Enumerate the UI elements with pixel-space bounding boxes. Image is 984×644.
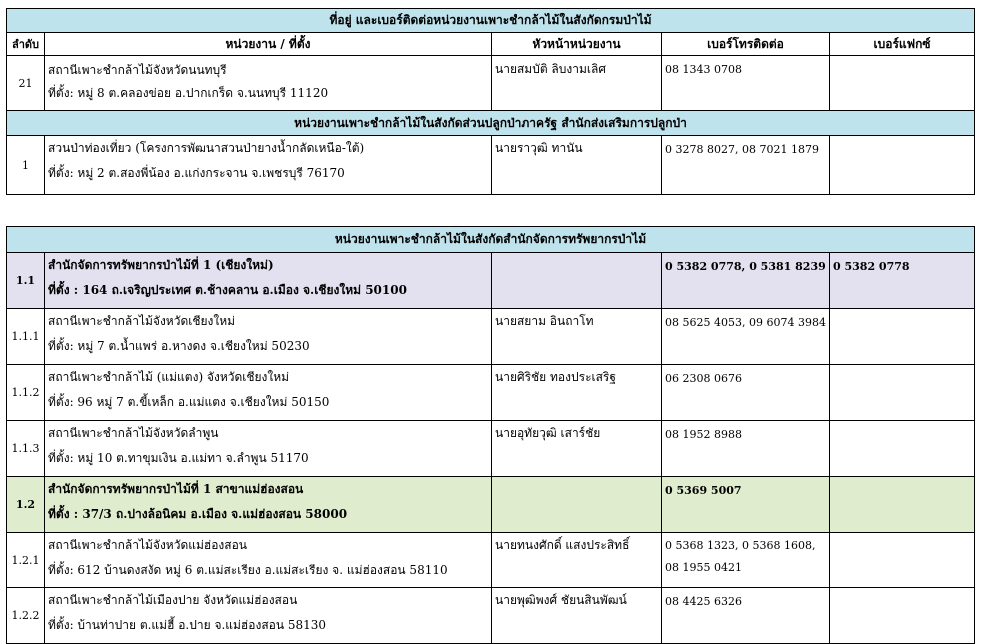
fax-number (830, 56, 975, 111)
table-row (7, 533, 975, 588)
fax-number (830, 421, 975, 477)
unit-name: สถานีเพาะชำกล้าไม้เมืองปาย จังหวัดแม่ฮ่องสอน (48, 593, 298, 607)
unit-cell (45, 56, 492, 111)
unit-name: สวนป่าท่องเที่ยว (โครงการพัฒนาสวนป่ายางน้ำกลัดเหนือ-ใต้) (48, 141, 365, 155)
unit-name: สถานีเพาะชำกล้าไม้จังหวัดลำพูน (48, 426, 219, 440)
fax-number (830, 365, 975, 421)
table-title: หน่วยงานเพาะชำกล้าไม้ในสังกัดสำนักจัดการทรัพยากรป่าไม้ (7, 227, 975, 253)
table-row (7, 477, 975, 533)
row-number: 1.1.3 (7, 421, 45, 477)
head-name: นายพุฒิพงศ์ ชัยนสินพัฒน์ (492, 588, 662, 644)
row-number: 1.1.2 (7, 365, 45, 421)
unit-address: ที่ตั้ง: หมู่ 10 ต.ทาขุมเงิน อ.แม่ทา จ.ลำพูน 51170 (48, 451, 309, 465)
fax-number (830, 309, 975, 365)
col-header-unit: หน่วยงาน / ที่ตั้ง (45, 33, 492, 56)
unit-cell (45, 365, 492, 421)
col-header-phone: เบอร์โทรติดต่อ (662, 33, 830, 56)
unit-address: ที่ตั้ง : 164 ถ.เจริญประเทศ ต.ช้างคลาน อ.เมือง จ.เชียงใหม่ 50100 (48, 283, 407, 297)
table-title: ที่อยู่ และเบอร์ติดต่อหน่วยงานเพาะชำกล้าไม้ในสังกัดกรมป่าไม้ (7, 9, 975, 33)
row-number: 1.2.1 (7, 533, 45, 588)
col-header-fax: เบอร์แฟกซ์ (830, 33, 975, 56)
row-number: 1.1 (7, 253, 45, 309)
phone-number: 0 3278 8027, 08 7021 1879 (662, 136, 830, 195)
head-name (492, 477, 662, 533)
unit-name: สถานีเพาะชำกล้าไม้จังหวัดแม่ฮ่องสอน (48, 538, 248, 552)
head-name: นายทนงศักดิ์ แสงประสิทธิ์ (492, 533, 662, 588)
unit-address: ที่ตั้ง: 612 บ้านดงสงัด หมู่ 6 ต.แม่สะเรียง อ.แม่สะเรียง จ. แม่ฮ่องสอน 58110 (48, 563, 448, 577)
table-row (7, 56, 975, 111)
row-number: 1 (7, 136, 45, 195)
col-header-no: ลำดับ (7, 33, 45, 56)
nursery-table-2 (6, 226, 975, 644)
phone-number: 08 1343 0708 (662, 56, 830, 111)
fax-number (830, 533, 975, 588)
col-header-head: หัวหน้าหน่วยงาน (492, 33, 662, 56)
row-number: 21 (7, 56, 45, 111)
table-row (7, 253, 975, 309)
unit-cell (45, 477, 492, 533)
nursery-table-1 (6, 8, 975, 195)
unit-cell (45, 421, 492, 477)
head-name: นายราวุฒิ ทานัน (492, 136, 662, 195)
unit-cell (45, 533, 492, 588)
head-name: นายสยาม อินถาโท (492, 309, 662, 365)
phone-number: 08 4425 6326 (662, 588, 830, 644)
table-row (7, 309, 975, 365)
phone-number: 0 5382 0778, 0 5381 8239 (662, 253, 830, 309)
head-name: นายศิริชัย ทองประเสริฐ (492, 365, 662, 421)
unit-address: ที่ตั้ง: หมู่ 7 ต.น้ำแพร่ อ.หางดง จ.เชียงใหม่ 50230 (48, 339, 310, 353)
table-row (7, 588, 975, 644)
row-number: 1.2.2 (7, 588, 45, 644)
row-number: 1.1.1 (7, 309, 45, 365)
fax-number (830, 588, 975, 644)
table-row (7, 421, 975, 477)
unit-address: ที่ตั้ง: บ้านท่าปาย ต.แม่ฮี้ อ.ปาย จ.แม่ฮ่องสอน 58130 (48, 618, 327, 632)
unit-cell (45, 588, 492, 644)
unit-address: ที่ตั้ง: หมู่ 8 ต.คลองข่อย อ.ปากเกร็ด จ.นนทบุรี 11120 (48, 86, 329, 100)
unit-name: สำนักจัดการทรัพยากรป่าไม้ที่ 1 (เชียงใหม่) (48, 258, 274, 272)
fax-number (830, 136, 975, 195)
unit-address: ที่ตั้ง : 37/3 ถ.ปางล้อนิคม อ.เมือง จ.แม่ฮ่องสอน 58000 (48, 507, 348, 521)
table-row (7, 365, 975, 421)
phone-number: 08 1952 8988 (662, 421, 830, 477)
unit-name: สถานีเพาะชำกล้าไม้ (แม่แตง) จังหวัดเชียงใหม่ (48, 370, 290, 384)
unit-address: ที่ตั้ง: หมู่ 2 ต.สองพี่น้อง อ.แก่งกระจาน จ.เพชรบุรี 76170 (48, 166, 345, 180)
unit-cell (45, 136, 492, 195)
unit-name: สถานีเพาะชำกล้าไม้จังหวัดเชียงใหม่ (48, 314, 236, 328)
unit-name: สถานีเพาะชำกล้าไม้จังหวัดนนทบุรี (48, 63, 227, 77)
fax-number: 0 5382 0778 (830, 253, 975, 309)
table-row (7, 136, 975, 195)
section-title: หน่วยงานเพาะชำกล้าไม้ในสังกัดส่วนปลูกป่าภาครัฐ สำนักส่งเสริมการปลูกป่า (7, 111, 975, 136)
phone-number: 06 2308 0676 (662, 365, 830, 421)
phone-number: 0 5368 1323, 0 5368 1608, 08 1955 0421 (662, 533, 830, 588)
unit-cell (45, 309, 492, 365)
unit-name: สำนักจัดการทรัพยากรป่าไม้ที่ 1 สาขาแม่ฮ่องสอน (48, 482, 304, 496)
unit-cell (45, 253, 492, 309)
row-number: 1.2 (7, 477, 45, 533)
head-name: นายอุทัยวุฒิ เสาร์ชัย (492, 421, 662, 477)
head-name: นายสมบัติ ลิบงามเลิศ (492, 56, 662, 111)
phone-number: 08 5625 4053, 09 6074 3984 (662, 309, 830, 365)
fax-number (830, 477, 975, 533)
unit-address: ที่ตั้ง: 96 หมู่ 7 ต.ขี้เหล็ก อ.แม่แตง จ.เชียงใหม่ 50150 (48, 395, 330, 409)
head-name (492, 253, 662, 309)
phone-number: 0 5369 5007 (662, 477, 830, 533)
